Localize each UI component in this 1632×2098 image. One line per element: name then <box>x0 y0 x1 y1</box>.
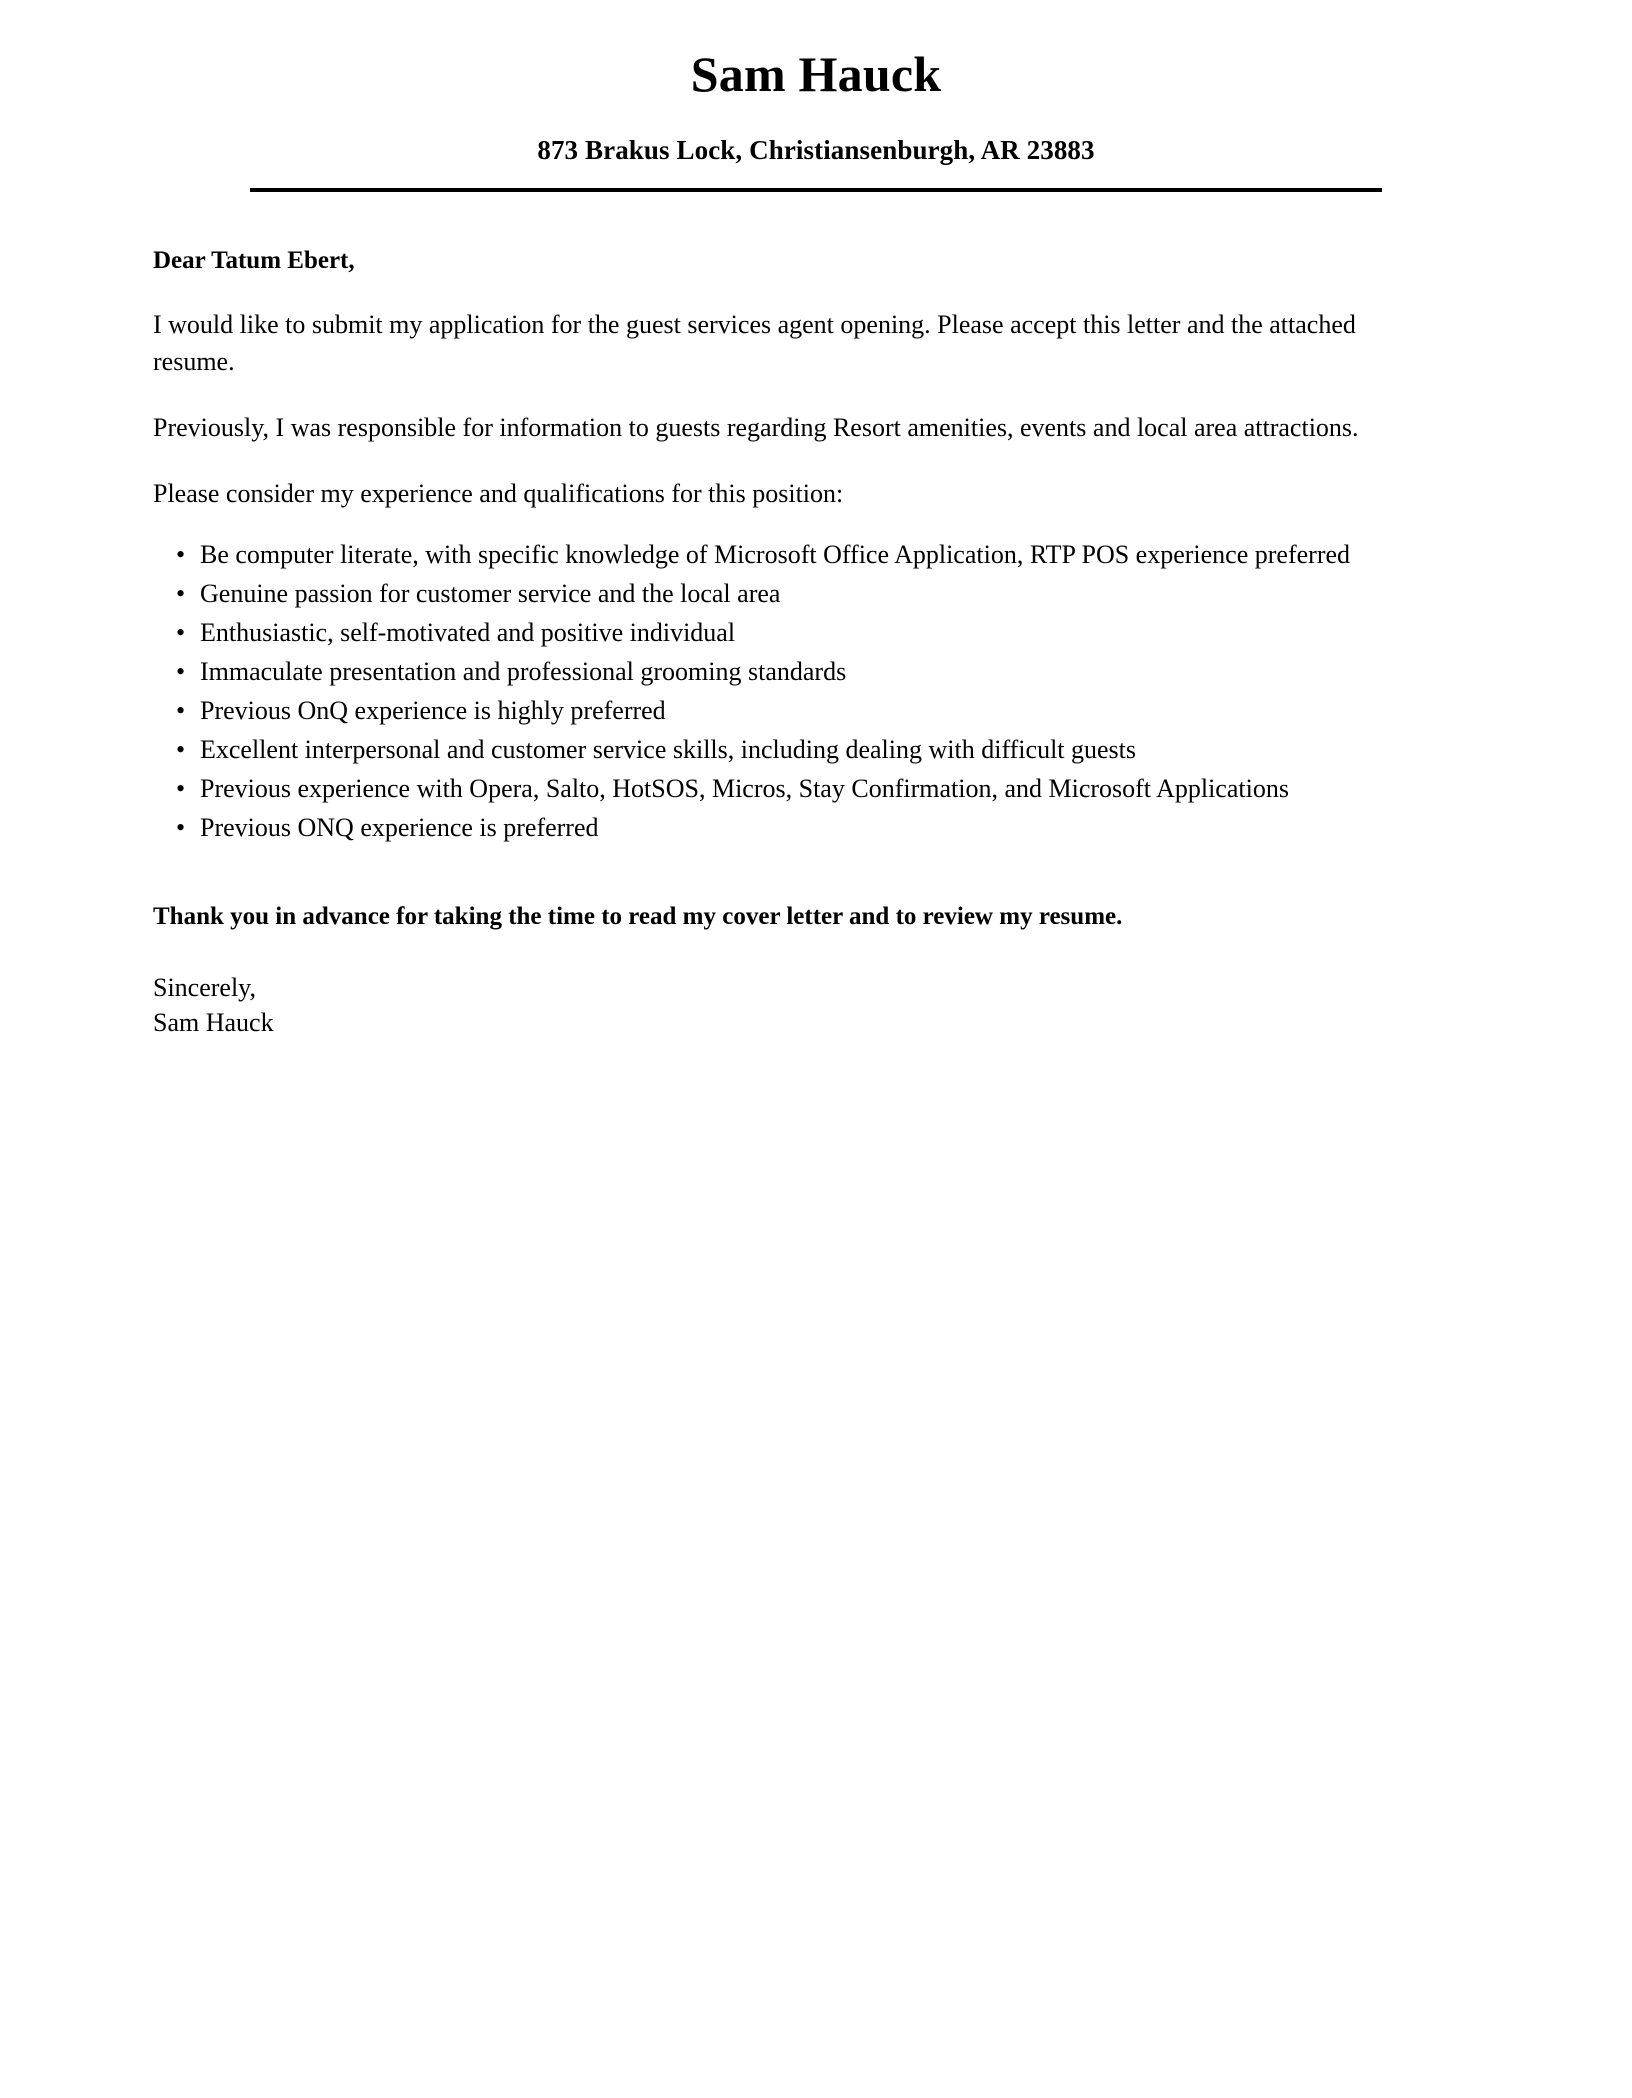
body-paragraph-3: Please consider my experience and qualifications for this position: <box>153 478 844 508</box>
list-item-label: Previous experience with Opera, Salto, HotSOS, Micros, Stay Confirmation, and Microsoft Applications <box>200 774 1289 804</box>
closing-statement: Thank you in advance for taking the time to read my cover letter and to review my resume. <box>153 902 1123 930</box>
list-item <box>153 810 1403 846</box>
header-divider <box>250 188 1382 192</box>
bullet-icon: • <box>176 539 186 569</box>
body-paragraph-2: Previously, I was responsible for information to guests regarding Resort amenities, events and local area attractions. <box>153 412 1359 442</box>
qualifications-list <box>153 537 1403 847</box>
salutation: Dear Tatum Ebert, <box>153 247 355 275</box>
applicant-name: Sam Hauck <box>690 46 942 102</box>
letter-body <box>0 245 1448 1040</box>
list-item-label: Previous OnQ experience is highly preferred <box>200 696 666 726</box>
bullet-icon: • <box>176 813 186 843</box>
list-item <box>153 654 1403 690</box>
list-item-label: Excellent interpersonal and customer service skills, including dealing with difficult guests <box>200 735 1137 765</box>
list-item <box>153 693 1403 729</box>
bullet-icon: • <box>176 696 186 726</box>
signoff: Sincerely, <box>153 973 256 1003</box>
list-item <box>153 615 1403 651</box>
bullet-icon: • <box>176 617 186 647</box>
list-item-label: Immaculate presentation and professional grooming standards <box>200 656 847 686</box>
list-item <box>153 537 1403 573</box>
list-item-label: Enthusiastic, self-motivated and positive individual <box>200 617 736 647</box>
bullet-icon: • <box>176 774 186 804</box>
body-paragraph-1: I would like to submit my application for the guest services agent opening. Please accept this letter and the attached resume. <box>153 309 1356 376</box>
list-item <box>153 732 1403 768</box>
list-item <box>153 771 1403 807</box>
bullet-icon: • <box>176 735 186 765</box>
signoff-name: Sam Hauck <box>153 1007 274 1037</box>
list-item-label: Genuine passion for customer service and the local area <box>200 578 781 608</box>
list-item-label: Be computer literate, with specific knowledge of Microsoft Office Application, RTP POS experience preferred <box>200 539 1351 569</box>
list-item <box>153 576 1403 612</box>
letter-header <box>0 0 1632 192</box>
bullet-icon: • <box>176 578 186 608</box>
bullet-icon: • <box>176 656 186 686</box>
applicant-address: 873 Brakus Lock, Christiansenburgh, AR 23883 <box>537 135 1095 165</box>
list-item-label: Previous ONQ experience is preferred <box>200 813 599 843</box>
